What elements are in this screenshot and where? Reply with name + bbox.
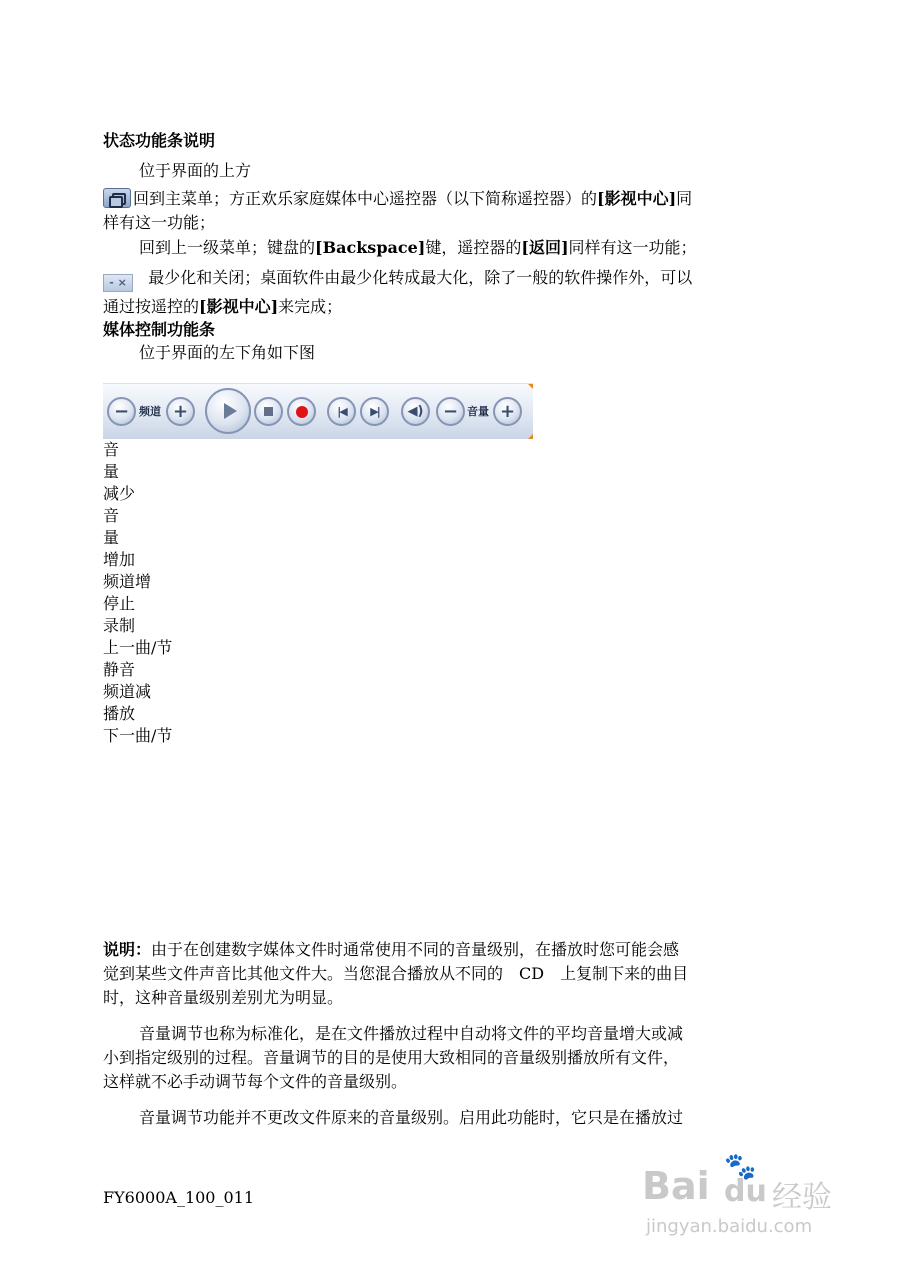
record-icon (296, 406, 308, 418)
watermark-brand-cn: 经验 (772, 1180, 832, 1215)
note-paragraph-1: 说明：由于在创建数字媒体文件时通常使用不同的音量级别，在播放时您可能会感 (103, 940, 680, 959)
minimize-close-description-line2: 通过按遥控的[影视中心]来完成； (103, 297, 343, 316)
media-bar-legend (103, 439, 172, 747)
home-description: 回到主菜单；方正欢乐家庭媒体中心遥控器（以下简称遥控器）的[影视中心]同 (103, 187, 803, 210)
legend-item: 音 (103, 506, 120, 525)
play-button[interactable] (205, 388, 251, 434)
minimize-close-description: - × 最少化和关闭；桌面软件由最少化转成最大化，除了一般的软件操作外，可以 (103, 266, 803, 292)
watermark-url: jingyan.baidu.com (646, 1216, 813, 1237)
legend-item: 静音 (103, 660, 136, 679)
note-paragraph-1-line2: 觉到某些文件声音比其他文件大。当您混合播放从不同的 CD 上复制下来的曲目 (103, 964, 689, 983)
channel-plus-button[interactable]: + (166, 397, 195, 426)
home-menu-icon (103, 188, 131, 208)
legend-item: 频道减 (103, 682, 152, 701)
watermark-brand-left: Bai (642, 1164, 710, 1208)
legend-item: 停止 (103, 594, 136, 613)
legend-item: 增加 (103, 550, 136, 569)
legend-item: 音 (103, 440, 120, 459)
play-icon (224, 403, 237, 419)
note-paragraph-2-line3: 这样就不必手动调节每个文件的音量级别。 (103, 1072, 408, 1091)
corner-marker (528, 384, 533, 389)
volume-minus-button[interactable]: − (436, 397, 465, 426)
previous-icon: |◀ (337, 405, 346, 418)
watermark-brand-right: du (724, 1174, 767, 1209)
baidu-jingyan-watermark (640, 1150, 860, 1260)
next-track-button[interactable] (360, 397, 389, 426)
channel-minus-button[interactable]: − (107, 397, 136, 426)
corner-marker (528, 434, 533, 439)
legend-item: 量 (103, 462, 120, 481)
paw-icon: 🐾 (724, 1152, 757, 1182)
stop-icon (264, 407, 273, 416)
media-control-bar (103, 383, 533, 439)
note-paragraph-1-line3: 时，这种音量级别差别尤为明显。 (103, 988, 344, 1007)
mute-button[interactable] (401, 397, 430, 426)
stop-button[interactable] (254, 397, 283, 426)
note-paragraph-3: 音量调节功能并不更改文件原来的音量级别。启用此功能时，它只是在播放过 (139, 1108, 684, 1127)
document-footer-id: FY6000A_100_011 (103, 1188, 255, 1207)
media-bar-location: 位于界面的左下角如下图 (139, 343, 316, 362)
minimize-close-icon: - × (103, 274, 133, 292)
media-bar-heading: 媒体控制功能条 (103, 320, 216, 339)
back-description: 回到上一级菜单；键盘的[Backspace]键，遥控器的[返回]同样有这一功能； (139, 238, 697, 257)
speaker-icon: ◀) (407, 404, 424, 419)
status-bar-location: 位于界面的上方 (139, 161, 252, 180)
legend-item: 减少 (103, 484, 136, 503)
record-button[interactable] (287, 397, 316, 426)
note-paragraph-2: 音量调节也称为标准化，是在文件播放过程中自动将文件的平均音量增大或减 (139, 1024, 684, 1043)
volume-label: 音量 (467, 405, 489, 418)
volume-plus-button[interactable]: + (493, 397, 522, 426)
channel-label: 频道 (139, 405, 161, 418)
legend-item: 录制 (103, 616, 136, 635)
legend-item: 上一曲/节 (103, 638, 173, 657)
next-icon: ▶| (370, 405, 379, 418)
home-description-line2: 样有这一功能； (103, 213, 216, 232)
legend-item: 播放 (103, 704, 136, 723)
legend-item: 频道增 (103, 572, 152, 591)
status-bar-heading: 状态功能条说明 (103, 131, 216, 150)
legend-item: 量 (103, 528, 120, 547)
previous-track-button[interactable] (327, 397, 356, 426)
note-paragraph-2-line2: 小到指定级别的过程。音量调节的目的是使用大致相同的音量级别播放所有文件， (103, 1048, 680, 1067)
legend-item: 下一曲/节 (103, 726, 173, 745)
